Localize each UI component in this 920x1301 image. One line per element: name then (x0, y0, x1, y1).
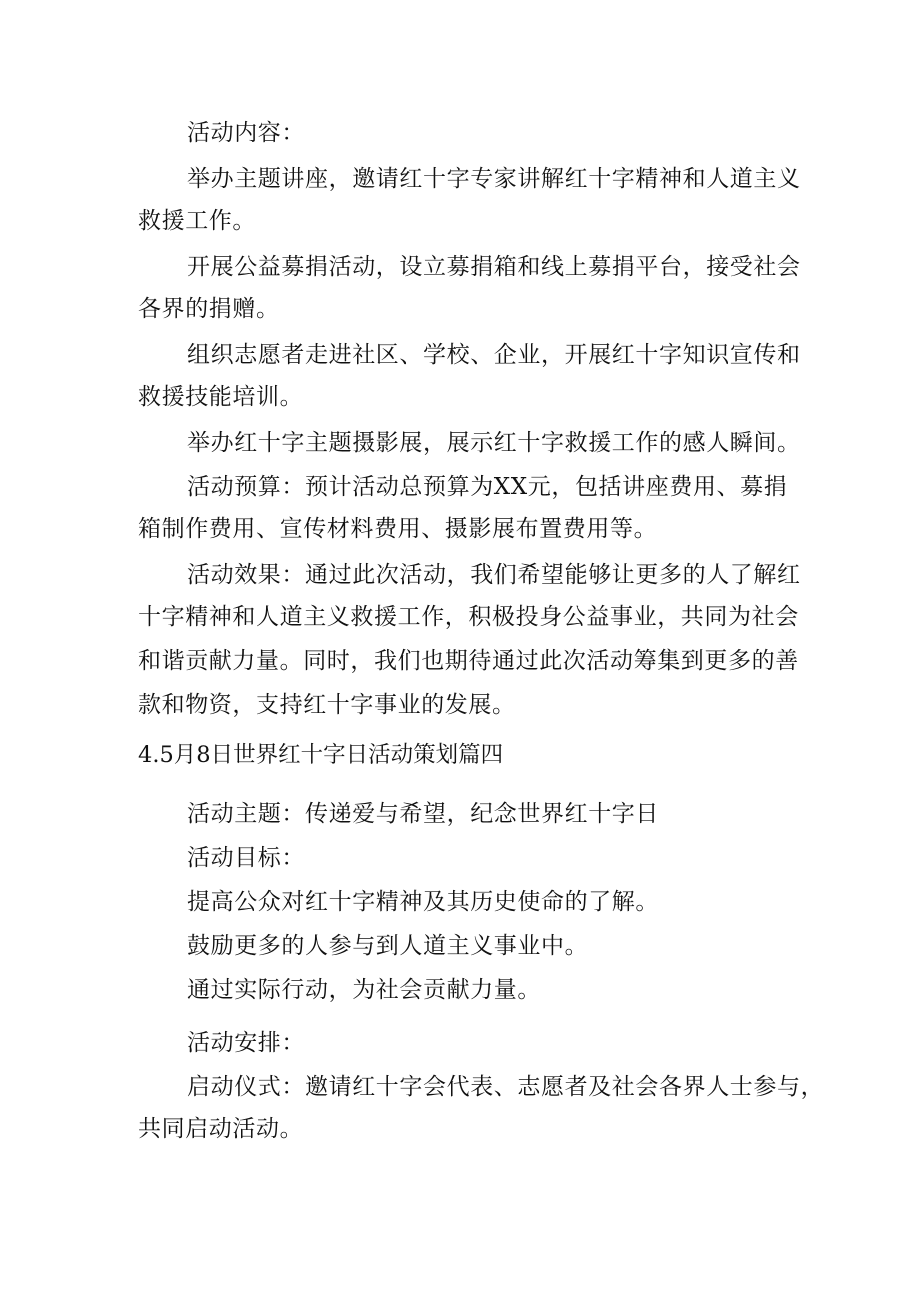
paragraph-lecture-cont: 救援工作。 (138, 208, 256, 234)
paragraph-lecture: 举办主题讲座，邀请红十字专家讲解红十字精神和人道主义 (187, 166, 801, 192)
paragraph-effect-cont-2: 和谐贡献力量。同时，我们也期待通过此次活动筹集到更多的善 (138, 648, 799, 674)
paragraph-photo-exhibit: 举办红十字主题摄影展，展示红十字救援工作的感人瞬间。 (187, 430, 801, 456)
goals-label: 活动目标： (187, 845, 305, 871)
arrangement-label: 活动安排： (187, 1030, 305, 1056)
paragraph-budget: 活动预算：预计活动总预算为XX元，包括讲座费用、募捐 (187, 474, 788, 500)
paragraph-effect-cont-1: 十字精神和人道主义救援工作，积极投身公益事业，共同为社会 (138, 604, 799, 630)
paragraph-donation: 开展公益募捐活动，设立募捐箱和线上募捐平台，接受社会 (187, 254, 801, 280)
paragraph-effect: 活动效果：通过此次活动，我们希望能够让更多的人了解红 (187, 562, 801, 588)
paragraph-effect-cont-3: 款和物资，支持红十字事业的发展。 (138, 692, 516, 718)
goal-item-3: 通过实际行动，为社会贡献力量。 (187, 977, 541, 1003)
goal-item-2: 鼓励更多的人参与到人道主义事业中。 (187, 933, 589, 959)
paragraph-volunteers: 组织志愿者走进社区、学校、企业，开展红十字知识宣传和 (187, 342, 801, 368)
paragraph-ceremony-cont: 共同启动活动。 (138, 1116, 304, 1142)
paragraph-donation-cont: 各界的捐赠。 (138, 296, 280, 322)
content-label: 活动内容： (187, 120, 305, 146)
paragraph-theme: 活动主题：传递爱与希望，纪念世界红十字日 (187, 801, 659, 827)
paragraph-volunteers-cont: 救援技能培训。 (138, 384, 304, 410)
paragraph-budget-cont: 箱制作费用、宣传材料费用、摄影展布置费用等。 (138, 516, 658, 542)
section-heading: 4.5月8日世界红十字日活动策划篇四 (138, 742, 504, 768)
goal-item-1: 提高公众对红十字精神及其历史使命的了解。 (187, 889, 659, 915)
paragraph-ceremony: 启动仪式：邀请红十字会代表、志愿者及社会各界人士参与， (187, 1074, 825, 1100)
